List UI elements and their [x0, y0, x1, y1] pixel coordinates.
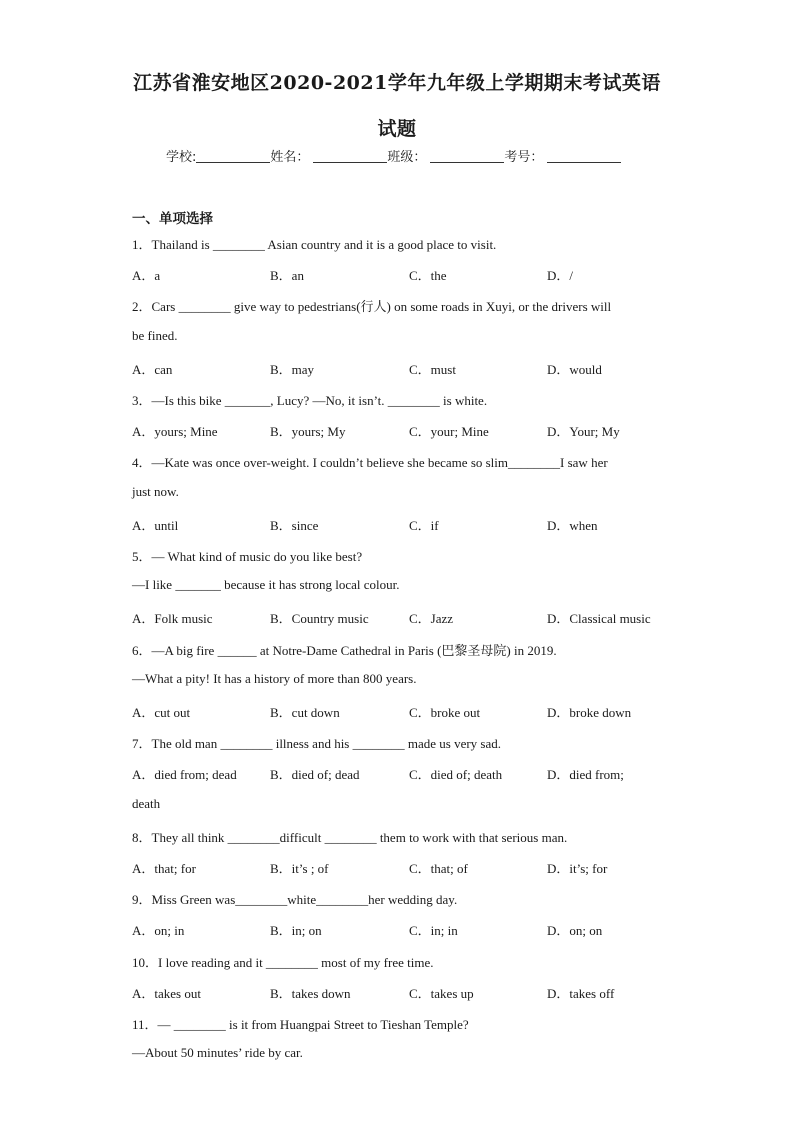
q10-option-d[interactable]: D．takes off — [547, 986, 615, 1001]
question-7-text: 7．The old man ________ illness and his ________ made us very sad. — [132, 736, 502, 751]
question-6-text-cont: —What a pity! It has a history of more than 800 years. — [132, 671, 417, 686]
question-6-text: 6．—A big fire ______ at Notre-Dame Cathedral in Paris (巴黎圣母院) in 2019. — [132, 643, 557, 658]
q8-option-d[interactable]: D．it’s; for — [547, 861, 608, 876]
q9-option-a[interactable]: A．on; in — [132, 923, 185, 938]
question-4-text: 4．—Kate was once over-weight. I couldn’t believe she became so slim________I saw her — [132, 455, 608, 470]
question-2-text-cont: be fined. — [132, 328, 178, 343]
number-blank[interactable] — [547, 148, 621, 163]
name-blank[interactable] — [313, 148, 387, 163]
name-label: 姓名： — [270, 150, 310, 165]
q6-option-d[interactable]: D．broke down — [547, 705, 632, 720]
q1-option-c[interactable]: C．the — [409, 268, 447, 283]
q5-option-a[interactable]: A．Folk music — [132, 611, 213, 626]
exam-title-line-2: 试题 — [377, 118, 417, 140]
q9-option-c[interactable]: C．in; in — [409, 923, 458, 938]
q8-option-b[interactable]: B．it’s ; of — [270, 861, 329, 876]
q3-option-a[interactable]: A．yours; Mine — [132, 424, 218, 439]
q9-option-d[interactable]: D．on; on — [547, 923, 603, 938]
q2-option-b[interactable]: B．may — [270, 362, 315, 377]
school-blank[interactable] — [196, 148, 270, 163]
student-info-row — [166, 146, 621, 165]
q2-option-d[interactable]: D．would — [547, 362, 602, 377]
question-1-text: 1．Thailand is ________ Asian country and it is a good place to visit. — [132, 237, 497, 252]
question-8-text: 8．They all think ________difficult ________ them to work with that serious man. — [132, 830, 568, 845]
section-heading-single-choice: 一、单项选择 — [132, 211, 213, 227]
q5-option-d[interactable]: D．Classical music — [547, 611, 651, 626]
q5-option-c[interactable]: C．Jazz — [409, 611, 454, 626]
q2-option-a[interactable]: A．can — [132, 362, 173, 377]
q3-option-d[interactable]: D．Your; My — [547, 424, 620, 439]
q9-option-b[interactable]: B．in; on — [270, 923, 322, 938]
question-4-text-cont: just now. — [132, 484, 179, 499]
question-2-text: 2．Cars ________ give way to pedestrians(行人) on some roads in Xuyi, or the drivers will — [132, 299, 612, 314]
exam-title-line-1: 江苏省淮安地区2020-2021学年九年级上学期期末考试英语 — [133, 72, 661, 94]
q8-option-a[interactable]: A．that; for — [132, 861, 196, 876]
class-blank[interactable] — [430, 148, 504, 163]
q4-option-b[interactable]: B．since — [270, 518, 319, 533]
class-label: 班级： — [387, 150, 427, 165]
question-5-text: 5．— What kind of music do you like best? — [132, 549, 363, 564]
q6-option-c[interactable]: C．broke out — [409, 705, 481, 720]
question-11-text-cont: —About 50 minutes’ ride by car. — [132, 1045, 303, 1060]
q10-option-a[interactable]: A．takes out — [132, 986, 201, 1001]
q7-option-b[interactable]: B．died of; dead — [270, 767, 360, 782]
q2-option-c[interactable]: C．must — [409, 362, 456, 377]
q1-option-b[interactable]: B．an — [270, 268, 304, 283]
q6-option-a[interactable]: A．cut out — [132, 705, 191, 720]
q10-option-c[interactable]: C．takes up — [409, 986, 474, 1001]
q4-option-c[interactable]: C．if — [409, 518, 439, 533]
q4-option-d[interactable]: D．when — [547, 518, 598, 533]
q3-option-c[interactable]: C．your; Mine — [409, 424, 489, 439]
q1-option-d[interactable]: D．/ — [547, 268, 574, 283]
number-label: 考号： — [504, 150, 544, 165]
q5-option-b[interactable]: B．Country music — [270, 611, 369, 626]
q6-option-b[interactable]: B．cut down — [270, 705, 340, 720]
question-9-text: 9．Miss Green was________white________her wedding day. — [132, 892, 458, 907]
q7-option-a[interactable]: A．died from; dead — [132, 767, 237, 782]
q3-option-b[interactable]: B．yours; My — [270, 424, 346, 439]
q7-option-d[interactable]: D．died from; — [547, 767, 624, 782]
question-10-text: 10．I love reading and it ________ most of my free time. — [132, 955, 434, 970]
question-5-text-cont: —I like _______ because it has strong local colour. — [132, 577, 400, 592]
q1-option-a[interactable]: A．a — [132, 268, 161, 283]
q7-option-c[interactable]: C．died of; death — [409, 767, 503, 782]
question-3-text: 3．—Is this bike _______, Lucy? —No, it isn’t. ________ is white. — [132, 393, 488, 408]
q10-option-b[interactable]: B．takes down — [270, 986, 351, 1001]
q8-option-c[interactable]: C．that; of — [409, 861, 468, 876]
question-11-text: 11．— ________ is it from Huangpai Street to Tieshan Temple? — [132, 1017, 469, 1032]
school-label: 学校: — [166, 150, 197, 165]
q4-option-a[interactable]: A．until — [132, 518, 179, 533]
q7-option-d-cont: death — [132, 796, 161, 811]
